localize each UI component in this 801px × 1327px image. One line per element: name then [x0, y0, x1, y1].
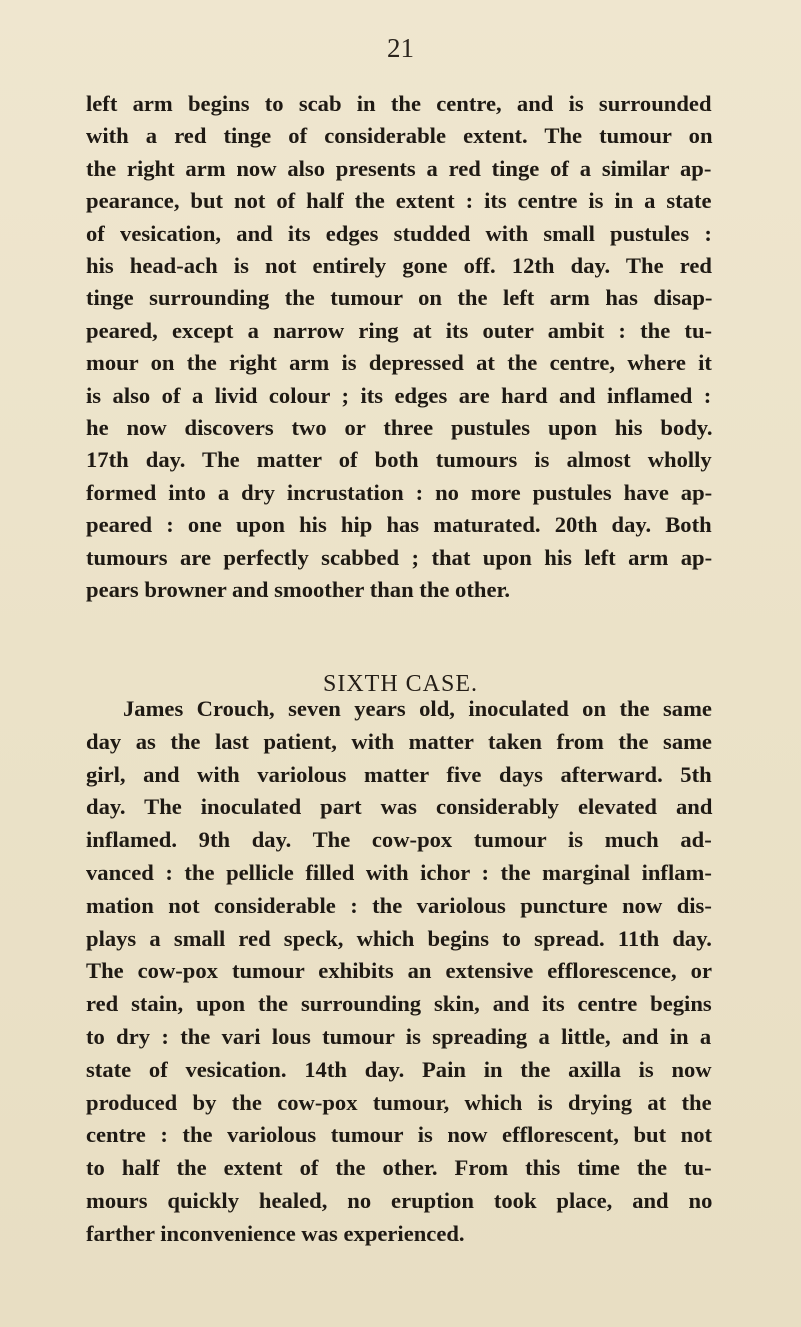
text-line: red stain, upon the surrounding skin, and its centre begins — [86, 991, 712, 1017]
text-line: The cow-pox tumour exhibits an extensive efflorescence, or — [86, 958, 712, 984]
page-number: 21 — [387, 33, 414, 63]
text-line: pearance, but not of half the extent : its centre is in a state — [86, 188, 712, 214]
text-line: day as the last patient, with matter taken from the same — [86, 728, 712, 754]
text-line: his head-ach is not entirely gone off. 12th day. The red — [86, 253, 712, 279]
text-line: left arm begins to scab in the centre, and is surrounded — [86, 91, 712, 116]
text-line: 17th day. The matter of both tumours is almost wholly — [86, 447, 712, 473]
text-line: tinge surrounding the tumour on the left arm has disap- — [86, 285, 713, 311]
text-line: formed into a dry incrustation : no more pustules have ap- — [86, 479, 713, 505]
text-line: peared, except a narrow ring at its outer ambit : the tu- — [86, 317, 713, 343]
paragraph-fifth-case-continued — [86, 88, 713, 607]
text-line: peared : one upon his hip has maturated. 20th day. Both — [86, 512, 712, 538]
text-line: he now discovers two or three pustules upon his body. — [86, 415, 713, 441]
text-line: with a red tinge of considerable extent. The tumour on — [86, 123, 713, 149]
text-line: is also of a livid colour ; its edges are hard and inflamed : — [86, 382, 712, 408]
text-line: day. The inoculated part was considerably elevated and — [86, 794, 713, 820]
paragraph-sixth-case — [86, 693, 713, 1251]
text-line: to half the extent of the other. From this time the tu- — [86, 1155, 712, 1181]
section-heading: SIXTH CASE. — [322, 670, 478, 697]
text-line: produced by the cow-pox tumour, which is drying at the — [86, 1089, 712, 1115]
text-line: to dry : the vari lous tumour is spreading a little, and in a — [86, 1023, 712, 1049]
text-line: state of vesication. 14th day. Pain in the axilla is now — [86, 1056, 712, 1082]
text-line: plays a small red speck, which begins to spread. 11th day. — [86, 925, 712, 951]
text-line: vanced : the pellicle filled with ichor : the marginal inflam- — [86, 859, 712, 885]
text-line: of vesication, and its edges studded with small pustules : — [86, 220, 712, 246]
text-line: mours quickly healed, no eruption took place, and no — [86, 1187, 713, 1213]
text-line: centre : the variolous tumour is now efflorescent, but not — [86, 1122, 713, 1148]
text-line: inflamed. 9th day. The cow-pox tumour is much ad- — [86, 827, 712, 853]
text-line: girl, and with variolous matter five days afterward. 5th — [86, 761, 712, 787]
text-line: James Crouch, seven years old, inoculated on the same — [123, 696, 712, 721]
text-line: farther inconvenience was experienced. — [86, 1220, 465, 1246]
text-line: pears browner and smoother than the other. — [86, 577, 511, 603]
text-line: tumours are perfectly scabbed ; that upon his left arm ap- — [86, 544, 713, 570]
text-line: mation not considerable : the variolous puncture now dis- — [86, 892, 712, 918]
text-line: the right arm now also presents a red tinge of a similar ap- — [86, 155, 712, 181]
text-line: mour on the right arm is depressed at the centre, where it — [86, 350, 712, 376]
